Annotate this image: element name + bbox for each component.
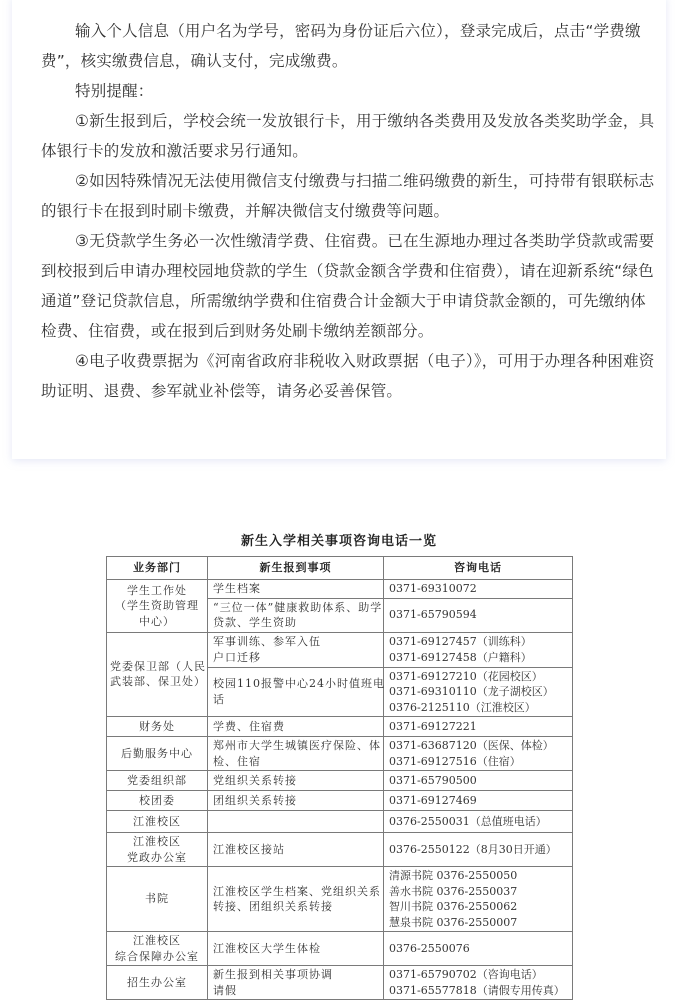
phone-cell-line: 0371-69127457（训练科）: [389, 635, 532, 648]
department-cell-line: 中心）: [139, 614, 175, 628]
phone-cell: [384, 932, 573, 966]
item-cell-line: 学生档案: [213, 582, 261, 595]
department-cell-line: 党政办公室: [127, 850, 187, 864]
phone-cell: [384, 867, 573, 932]
phone-cell: [384, 791, 573, 811]
phone-cell-line: 0371-69127210（花园校区）: [389, 669, 543, 683]
item-cell-line: 新生报到相关事项协调: [213, 968, 333, 981]
department-cell-line: 武装部、保卫处）: [110, 675, 206, 689]
item-cell: [208, 737, 384, 771]
item-cell-line: 户口迁移: [213, 650, 261, 664]
item-cell-line: 检、住宿: [213, 754, 261, 768]
department-cell: [107, 932, 208, 966]
item-cell: [208, 632, 384, 667]
department-cell-line: 学生工作处: [127, 583, 187, 597]
department-cell-line: 校团委: [139, 793, 175, 807]
item-cell-line: 团组织关系转接: [213, 793, 297, 807]
item-cell: [208, 580, 384, 599]
table-row: [107, 791, 573, 811]
phone-cell-line: 0371-69127516（住宿）: [389, 754, 521, 768]
department-cell: [107, 867, 208, 932]
item-cell-line: 江淮校区接站: [213, 842, 285, 856]
phone-cell: [384, 811, 573, 833]
department-cell: [107, 717, 208, 737]
department-cell: [107, 771, 208, 791]
paragraph-reminder-2: [41, 166, 661, 226]
phone-cell: [384, 833, 573, 867]
table-row: [107, 580, 573, 599]
table-row: [107, 771, 573, 791]
phone-cell-line: 0371-65790702（咨询电话）: [389, 968, 543, 981]
phone-cell: [384, 667, 573, 717]
item-cell: [208, 791, 384, 811]
item-cell: [208, 667, 384, 717]
table-row: [107, 717, 573, 737]
phone-cell: [384, 771, 573, 791]
table-row: [107, 632, 573, 667]
phone-cell-line: 0376-2550076: [389, 941, 470, 955]
item-cell-line: 郑州市大学生城镇医疗保险、体: [213, 739, 381, 752]
paragraph-reminder-3: [41, 226, 661, 346]
table-row: [107, 932, 573, 966]
phone-cell: [384, 717, 573, 737]
department-cell-line: 党委组织部: [127, 773, 187, 787]
phone-cell-line: 0371-69127221: [389, 719, 477, 733]
phone-cell-line: 0376-2550122（8月30日开通）: [389, 842, 557, 856]
table-row: [107, 966, 573, 1000]
table-row: [107, 811, 573, 833]
phone-cell-line: 0371-69310072: [389, 582, 477, 595]
paragraph-text: ②如因特殊情况无法使用微信支付缴费与扫描二维码缴费的新生，可持带有银联标志的银行卡在报到时刷卡缴费，并解决微信支付缴费等问题。: [41, 172, 655, 220]
phone-cell-line: 0376-2125110（江淮校区）: [389, 700, 536, 714]
paragraph-text: 特别提醒：: [75, 82, 154, 100]
phone-cell: [384, 632, 573, 667]
department-cell-line: 江淮校区: [133, 835, 181, 848]
paragraph-reminder-4: [41, 346, 661, 406]
phone-cell-line: 慧泉书院 0376-2550007: [389, 915, 518, 929]
department-cell-line: 江淮校区: [133, 814, 181, 828]
phone-cell-line: 0376-2550031（总值班电话）: [389, 814, 547, 828]
table-row: [107, 833, 573, 867]
department-cell: [107, 811, 208, 833]
item-cell: [208, 966, 384, 1000]
department-cell: [107, 632, 208, 717]
item-cell-line: 江淮校区大学生体检: [213, 941, 321, 955]
phone-cell: [384, 737, 573, 771]
paragraph-reminder-heading: [41, 76, 661, 106]
department-cell: [107, 580, 208, 633]
department-cell: [107, 833, 208, 867]
table-header-row: [107, 557, 573, 580]
paragraph-text: ④电子收费票据为《河南省政府非税收入财政票据（电子）》，可用于办理各种困难资助证明、退费、参军就业补偿等，请务必妥善保管。: [41, 352, 655, 400]
department-cell-line: 综合保障办公室: [115, 949, 199, 963]
phone-cell: [384, 598, 573, 632]
item-cell-line: 江淮校区学生档案、党组织关系: [213, 884, 381, 898]
phone-cell-line: 0371-63687120（医保、体检）: [389, 739, 554, 752]
item-cell: [208, 717, 384, 737]
item-cell-line: 军事训练、参军入伍: [213, 635, 321, 648]
notice-card: [12, 0, 666, 459]
department-cell-line: 党委保卫部（人民: [110, 659, 206, 673]
phone-cell-line: 0371-69127458（户籍科）: [389, 650, 532, 664]
paragraph-login-instructions: [41, 16, 661, 76]
department-cell-line: 财务处: [139, 719, 175, 733]
item-cell-line: “三位一体”健康救助体系、助学: [213, 600, 383, 614]
contacts-table: [106, 556, 573, 1000]
phone-cell-line: 0371-65577818（请假专用传真）: [389, 983, 565, 997]
item-cell: [208, 833, 384, 867]
item-cell: [208, 932, 384, 966]
table-row: [107, 867, 573, 932]
item-cell: [208, 867, 384, 932]
phone-cell-line: 0371-69310110（龙子湖校区）: [389, 685, 554, 698]
item-cell: [208, 598, 384, 632]
item-cell-line: 党组织关系转接: [213, 773, 297, 787]
header-department: 业务部门: [107, 557, 208, 580]
phone-cell: [384, 966, 573, 1000]
header-phone: 咨询电话: [384, 557, 573, 580]
paragraph-text: ③无贷款学生务必一次性缴清学费、住宿费。已在生源地办理过各类助学贷款或需要到校报到后申请办理校园地贷款的学生（贷款金额含学费和住宿费），请在迎新系统“绿色通道”登记贷款信息，所需缴纳学费和住宿费合计金额大于申请贷款金额的，可先缴纳体检费、住宿费，或在报到后到财务处刷卡缴纳差额部分。: [41, 232, 655, 340]
item-cell: [208, 811, 384, 833]
department-cell: [107, 737, 208, 771]
department-cell-line: 招生办公室: [127, 975, 187, 989]
department-cell: [107, 966, 208, 1000]
phone-cell-line: 善水书院 0376-2550037: [389, 884, 518, 898]
table-title: 新生入学相关事项咨询电话一览: [240, 534, 437, 549]
phone-cell-line: 0371-65790594: [389, 608, 477, 622]
phone-cell-line: 清源书院 0376-2550050: [389, 869, 518, 882]
paragraph-text: ①新生报到后，学校会统一发放银行卡，用于缴纳各类费用及发放各类奖助学金，具体银行卡的发放和激活要求另行通知。: [41, 112, 655, 160]
item-cell-line: 贷款、学生资助: [213, 616, 297, 629]
item-cell-line: 校园110报警中心24小时值班电: [213, 677, 385, 691]
item-cell-line: 转接、团组织关系转接: [213, 900, 333, 913]
department-cell-line: 后勤服务中心: [121, 746, 193, 760]
paragraph-reminder-1: [41, 106, 661, 166]
paragraph-text: 输入个人信息（用户名为学号，密码为身份证后六位），登录完成后，点击“学费缴费”，核实缴费信息，确认支付，完成缴费。: [41, 22, 641, 70]
header-item: 新生报到事项: [208, 557, 384, 580]
item-cell-line: 话: [213, 692, 225, 706]
department-cell-line: 书院: [145, 892, 169, 906]
phone-cell-line: 0371-69127469: [389, 793, 477, 807]
department-cell-line: （学生资助管理: [115, 599, 199, 612]
department-cell-line: 江淮校区: [133, 934, 181, 947]
phone-cell-line: 0371-65790500: [389, 773, 477, 787]
item-cell: [208, 771, 384, 791]
item-cell-line: 学费、住宿费: [213, 719, 285, 733]
item-cell-line: 请假: [213, 983, 237, 997]
phone-cell: [384, 580, 573, 599]
phone-cell-line: 智川书院 0376-2550062: [389, 900, 518, 913]
department-cell: [107, 791, 208, 811]
table-row: [107, 737, 573, 771]
